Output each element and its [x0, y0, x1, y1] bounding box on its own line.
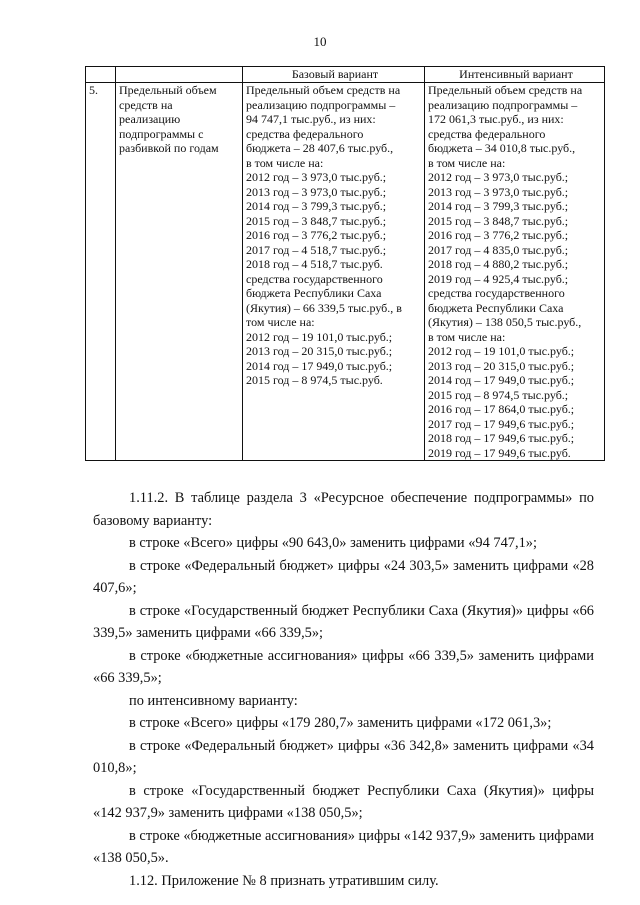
cell-line: в том числе на: — [428, 155, 506, 170]
paragraph: в строке «Всего» цифры «179 280,7» заменить цифрами «172 061,3»; — [129, 715, 552, 731]
cell-line: бюджета Республики Саха — [246, 286, 382, 300]
cell-line: средства федерального — [428, 126, 546, 141]
cell-line: 2015 год – 3 848,7 тыс.руб.; — [246, 213, 387, 228]
cell-line: 172 061,3 тыс.руб., из них: — [428, 112, 564, 126]
page-number: 10 — [313, 34, 327, 49]
cell-line: 2017 год – 17 949,6 тыс.руб.; — [428, 416, 575, 431]
cell-line: реализацию — [119, 112, 181, 126]
cell-line: средства федерального — [246, 126, 364, 141]
row-label — [116, 83, 243, 461]
cell-line: 2018 год – 17 949,6 тыс.руб.; — [428, 431, 575, 445]
paragraph: в строке «Государственный бюджет Республики Саха (Якутия)» цифры «66 339,5» заменить цифрами «66 339,5»; — [93, 602, 594, 641]
cell-line: Предельный объем — [119, 83, 217, 97]
cell-line: 2019 год – 4 925,4 тыс.руб.; — [428, 271, 569, 286]
cell-line: 2012 год – 3 973,0 тыс.руб.; — [246, 170, 387, 184]
cell-line: (Якутия) – 66 339,5 тыс.руб., в — [246, 300, 402, 315]
cell-line: в том числе на: — [246, 155, 324, 170]
header-intensive-variant: Интенсивный вариант — [425, 67, 605, 83]
cell-line: 2017 год – 4 835,0 тыс.руб.; — [428, 242, 569, 257]
cell-line: 2014 год – 3 799,3 тыс.руб.; — [428, 199, 569, 213]
paragraph: 1.11.2. В таблице раздела 3 «Ресурсное обеспечение подпрограммы» по базовому варианту: — [93, 490, 594, 529]
cell-line: 2013 год – 3 973,0 тыс.руб.; — [246, 184, 387, 199]
cell-line: 2016 год – 3 776,2 тыс.руб.; — [246, 228, 387, 242]
cell-line: реализацию подпрограммы – — [246, 97, 396, 112]
cell-line: 2012 год – 3 973,0 тыс.руб.; — [428, 170, 569, 184]
cell-line: 2015 год – 3 848,7 тыс.руб.; — [428, 213, 569, 228]
cell-line: 2019 год – 17 949,6 тыс.руб. — [428, 445, 571, 460]
header-base-variant: Базовый вариант — [243, 67, 425, 83]
cell-line: Предельный объем средств на — [428, 83, 583, 97]
funding-table — [85, 66, 605, 461]
row-number: 5. — [86, 83, 116, 461]
cell-line: бюджета Республики Саха — [428, 300, 564, 315]
cell-line: средства государственного — [428, 286, 565, 300]
amendment-text — [93, 487, 594, 892]
cell-line: разбивкой по годам — [119, 141, 219, 155]
cell-line: 2018 год – 4 518,7 тыс.руб. — [246, 257, 383, 271]
paragraph: в строке «Государственный бюджет Республики Саха (Якутия)» цифры «142 937,9» заменить цифрами «138 050,5»; — [93, 782, 594, 821]
header-empty-label — [116, 67, 243, 83]
intensive-variant-cell — [425, 83, 605, 461]
cell-line: 2016 год – 17 864,0 тыс.руб.; — [428, 402, 575, 416]
paragraph: в строке «Федеральный бюджет» цифры «24 303,5» заменить цифрами «28 407,6»; — [93, 557, 594, 596]
cell-line: 2014 год – 17 949,0 тыс.руб.; — [246, 358, 393, 373]
paragraph: в строке «Федеральный бюджет» цифры «36 342,8» заменить цифрами «34 010,8»; — [93, 737, 594, 776]
cell-line: 2014 год – 17 949,0 тыс.руб.; — [428, 373, 575, 387]
base-variant-cell — [243, 83, 425, 461]
paragraph: по интенсивному варианту: — [129, 692, 298, 709]
paragraph: в строке «Всего» цифры «90 643,0» заменить цифрами «94 747,1»; — [129, 535, 537, 551]
cell-line: реализацию подпрограммы – — [428, 97, 578, 112]
cell-line: средства государственного — [246, 271, 383, 286]
cell-line: в том числе на: — [428, 329, 506, 344]
cell-line: (Якутия) – 138 050,5 тыс.руб., — [428, 315, 582, 329]
table-header-row — [86, 67, 605, 83]
cell-line: 2012 год – 19 101,0 тыс.руб.; — [246, 329, 393, 344]
paragraph: в строке «бюджетные ассигнования» цифры «66 339,5» заменить цифрами «66 339,5»; — [93, 647, 594, 686]
cell-line: 2013 год – 3 973,0 тыс.руб.; — [428, 184, 569, 199]
cell-line: 2016 год – 3 776,2 тыс.руб.; — [428, 228, 569, 242]
cell-line: 2018 год – 4 880,2 тыс.руб.; — [428, 257, 569, 271]
cell-line: 2012 год – 19 101,0 тыс.руб.; — [428, 344, 575, 358]
cell-line: 2013 год – 20 315,0 тыс.руб.; — [246, 344, 393, 358]
cell-line: средств на — [119, 97, 173, 112]
paragraph: в строке «бюджетные ассигнования» цифры «142 937,9» заменить цифрами «138 050,5». — [93, 827, 594, 866]
cell-line: Предельный объем средств на — [246, 83, 401, 97]
paragraph: 1.12. Приложение № 8 признать утратившим силу. — [129, 872, 439, 889]
header-empty-number — [86, 67, 116, 83]
table-row — [86, 83, 605, 461]
cell-line: 2013 год – 20 315,0 тыс.руб.; — [428, 358, 575, 373]
cell-line: том числе на: — [246, 315, 315, 329]
cell-line: 2017 год – 4 518,7 тыс.руб.; — [246, 242, 387, 257]
cell-line: бюджета – 34 010,8 тыс.руб., — [428, 141, 576, 155]
cell-line: 94 747,1 тыс.руб., из них: — [246, 112, 376, 126]
cell-line: 2015 год – 8 974,5 тыс.руб.; — [428, 387, 569, 402]
cell-line: подпрограммы с — [119, 126, 204, 141]
cell-line: 2015 год – 8 974,5 тыс.руб. — [246, 373, 383, 387]
cell-line: бюджета – 28 407,6 тыс.руб., — [246, 141, 394, 155]
cell-line: 2014 год – 3 799,3 тыс.руб.; — [246, 199, 387, 213]
